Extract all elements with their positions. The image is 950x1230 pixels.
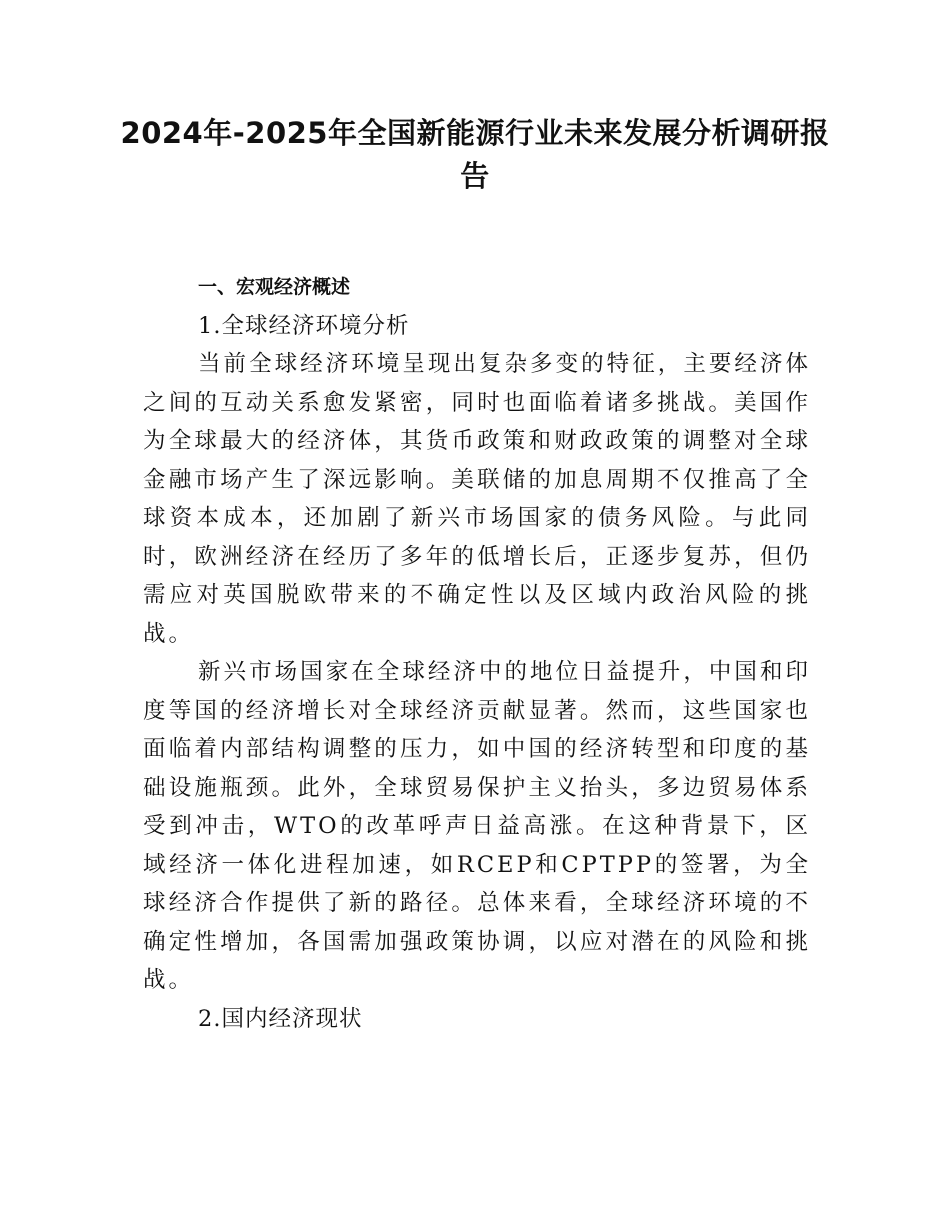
document-title: 2024年-2025年全国新能源行业未来发展分析调研报告 bbox=[120, 116, 830, 193]
subsection-heading-global-economy: 1.全球经济环境分析 bbox=[198, 312, 410, 339]
body-paragraph: 新兴市场国家在全球经济中的地位日益提升，中国和印度等国的经济增长对全球经济贡献显著。然而，这些国家也面临着内部结构调整的压力，如中国的经济转型和印度的基础设施瓶颈。此外，全球贸易保护主义抬头，多边贸易体系受到冲击，WTO的改革呼声日益高涨。在这种背景下，区域经济一体化进程加速，如RCEP和CPTPP的签署，为全球经济合作提供了新的路径。总体来看，全球经济环境的不确定性增加，各国需加强政策协调，以应对潜在的风险和挑战。 bbox=[143, 659, 811, 993]
subsection-heading-domestic-economy: 2.国内经济现状 bbox=[198, 1005, 363, 1032]
document-body bbox=[143, 268, 811, 1038]
body-paragraph: 当前全球经济环境呈现出复杂多变的特征，主要经济体之间的互动关系愈发紧密，同时也面临着诸多挑战。美国作为全球最大的经济体，其货币政策和财政政策的调整对全球金融市场产生了深远影响。美联储的加息周期不仅推高了全球资本成本，还加剧了新兴市场国家的债务风险。与此同时，欧洲经济在经历了多年的低增长后，正逐步复苏，但仍需应对英国脱欧带来的不确定性以及区域内政治风险的挑战。 bbox=[143, 351, 811, 647]
section-heading: 一、宏观经济概述 bbox=[198, 276, 351, 298]
